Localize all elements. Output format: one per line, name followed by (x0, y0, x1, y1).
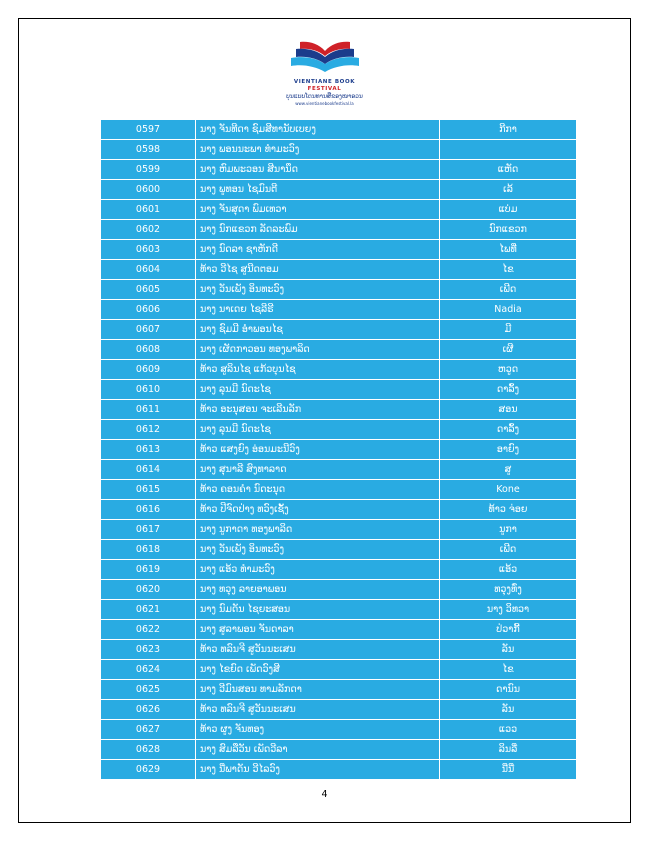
row-extra: ເພີດ (440, 540, 577, 560)
row-name: ທ້າວ ປີຈົດປ່າງ ທວົງເຊັ້ງ (196, 500, 440, 520)
row-extra: ເຜີ (440, 340, 577, 360)
row-number: 0629 (101, 760, 196, 780)
row-name: ນາງ ທວຸງ ລາຍອາພອນ (196, 580, 440, 600)
row-name: ທ້າວ ທລົນຈີ ສູວັນນະເສນ (196, 700, 440, 720)
logo-line-2: FESTIVAL (307, 86, 342, 92)
festival-logo (282, 39, 368, 107)
row-number: 0607 (101, 320, 196, 340)
row-name: ນາງ ສຸນາລີ ສົງທາລາດ (196, 460, 440, 480)
row-number: 0625 (101, 680, 196, 700)
row-name: ນາງ ວັນເພັງ ອິນທະວົງ (196, 280, 440, 300)
row-number: 0612 (101, 420, 196, 440)
registration-table (100, 119, 577, 780)
table-row (101, 500, 577, 520)
row-number: 0616 (101, 500, 196, 520)
table-row (101, 420, 577, 440)
row-name: ນາງ ແອ້ວ ທຳມະວົງ (196, 560, 440, 580)
table-row (101, 180, 577, 200)
row-name: ທ້າວ ແສງຍົງ ອ່ອນມະນີວົງ (196, 440, 440, 460)
row-number: 0598 (101, 140, 196, 160)
row-number: 0626 (101, 700, 196, 720)
table-row (101, 260, 577, 280)
table-row (101, 680, 577, 700)
row-extra: ລັນ (440, 640, 577, 660)
row-extra: ນົກແຂວກ (440, 220, 577, 240)
row-number: 0597 (101, 120, 196, 140)
row-number: 0623 (101, 640, 196, 660)
row-extra: ໄພທີ່ (440, 240, 577, 260)
row-number: 0605 (101, 280, 196, 300)
table-row (101, 480, 577, 500)
table-row (101, 360, 577, 380)
row-name: ນາງ ນູກາດາ ທອງພາລິດ (196, 520, 440, 540)
row-extra: ແບ່ມ (440, 200, 577, 220)
row-extra: ທ້າວ ຈ່ອຍ (440, 500, 577, 520)
logo-line-3: ບຸນແບບໂຕນທານສືຂອງໜາອວນ (286, 93, 363, 100)
row-number: 0608 (101, 340, 196, 360)
row-name: ທ້າວ ສູລິນໄຊ ແກ້ວບຸນໄຊ (196, 360, 440, 380)
row-extra: ເພີດ (440, 280, 577, 300)
row-extra: ໄຂ (440, 260, 577, 280)
table-row (101, 140, 577, 160)
row-extra: ສູ (440, 460, 577, 480)
row-extra: ນູກາ (440, 520, 577, 540)
row-number: 0613 (101, 440, 196, 460)
row-name: ນາງ ຈັນທີດາ ຊົມສີທານັບເບຍງ (196, 120, 440, 140)
table-row (101, 120, 577, 140)
table-row (101, 720, 577, 740)
table-row (101, 380, 577, 400)
row-number: 0602 (101, 220, 196, 240)
table-row (101, 580, 577, 600)
row-name: ນາງ ພອນນະພາ ທຳມະວົງ (196, 140, 440, 160)
row-name: ນາງ ພູທອນ ໄຊມົນຕີ (196, 180, 440, 200)
row-extra: ແຫັດ (440, 160, 577, 180)
row-extra: ທວຸງທົ່ງ (440, 580, 577, 600)
registration-table-body (101, 120, 577, 780)
row-number: 0603 (101, 240, 196, 260)
row-number: 0621 (101, 600, 196, 620)
row-name: ນາງ ສົມລືວັນ ເພັດວີລາ (196, 740, 440, 760)
row-extra: ກີກາ (440, 120, 577, 140)
row-name: ນາງ ຊົມມີ ອຳພອນໄຊ (196, 320, 440, 340)
row-name: ນາງ ນົມດັນ ໄຊຍະສອນ (196, 600, 440, 620)
table-row (101, 600, 577, 620)
table-row (101, 300, 577, 320)
table-row (101, 340, 577, 360)
row-number: 0600 (101, 180, 196, 200)
row-name: ນາງ ນີ່ພາດັນ ວີໄລວົງ (196, 760, 440, 780)
registration-table-wrapper (100, 119, 549, 780)
row-number: 0601 (101, 200, 196, 220)
row-name: ທ້າວ ວີໄຊ ສູນີດຕອມ (196, 260, 440, 280)
row-number: 0620 (101, 580, 196, 600)
row-name: ນາງ ວັນເພັງ ອິນທະວົງ (196, 540, 440, 560)
row-name: ນາງ ເຜັດກາວອນ ທອງພາລິດ (196, 340, 440, 360)
row-number: 0610 (101, 380, 196, 400)
table-row (101, 560, 577, 580)
table-row (101, 640, 577, 660)
row-extra: ສອນ (440, 400, 577, 420)
logo-line-1: VIENTIANE BOOK (293, 79, 356, 85)
table-row (101, 200, 577, 220)
row-number: 0617 (101, 520, 196, 540)
row-extra: ນາງ ວິທວາ (440, 600, 577, 620)
row-name: ນາງ ວີມົນສອນ ທາມລັກດາ (196, 680, 440, 700)
row-number: 0618 (101, 540, 196, 560)
table-row (101, 660, 577, 680)
row-extra: ມີ (440, 320, 577, 340)
row-name: ນາງ ລຸນມີ ນົດະໄຊ (196, 420, 440, 440)
page-number: 4 (321, 789, 328, 800)
row-extra: ຫວູດ (440, 360, 577, 380)
row-extra: ແວວ (440, 720, 577, 740)
row-number: 0624 (101, 660, 196, 680)
row-number: 0622 (101, 620, 196, 640)
row-number: 0611 (101, 400, 196, 420)
row-number: 0627 (101, 720, 196, 740)
row-name: ນາງ ໄຂຍົດ ເພັດວົງສີ (196, 660, 440, 680)
row-extra: ໄຂ (440, 660, 577, 680)
row-extra: ດາລົ້ງ (440, 380, 577, 400)
row-extra: Kone (440, 480, 577, 500)
row-extra: Nadia (440, 300, 577, 320)
row-name: ນາງ ສູລາພອນ ຈັນດາລາ (196, 620, 440, 640)
row-number: 0619 (101, 560, 196, 580)
row-name: ນາງ ນົດລາ ຊາຫັກດີ (196, 240, 440, 260)
row-extra: ປ່ວາກີ້ (440, 620, 577, 640)
row-name: ທ້າວ ທລົນຈີ ສູວັນນະເສນ (196, 640, 440, 660)
table-row (101, 280, 577, 300)
row-number: 0599 (101, 160, 196, 180)
row-number: 0615 (101, 480, 196, 500)
row-extra: ລິນລີ່ (440, 740, 577, 760)
logo-header (19, 19, 630, 109)
table-row (101, 520, 577, 540)
table-row (101, 460, 577, 480)
row-extra: ອາຍົງ (440, 440, 577, 460)
row-number: 0614 (101, 460, 196, 480)
row-name: ນາງ ນາເດຍ ໄຊລີຣີ (196, 300, 440, 320)
page-content (19, 19, 630, 822)
row-name: ນາງ ຫົມພະວອນ ສີນານຶດ (196, 160, 440, 180)
row-name: ນາງ ຈັນສຸດາ ພົມເທວາ (196, 200, 440, 220)
open-book-logo-icon (282, 39, 368, 77)
row-name: ນາງ ນົກແຂວກ ລັດລະພົມ (196, 220, 440, 240)
table-row (101, 760, 577, 780)
row-extra: ເລ້ (440, 180, 577, 200)
row-number: 0609 (101, 360, 196, 380)
row-extra: ດາລົ້ງ (440, 420, 577, 440)
table-row (101, 540, 577, 560)
row-extra: ນີ່ນີ່ (440, 760, 577, 780)
table-row (101, 240, 577, 260)
table-row (101, 740, 577, 760)
table-row (101, 700, 577, 720)
table-row (101, 620, 577, 640)
table-row (101, 160, 577, 180)
row-name: ທ້າວ ອະນຸສອນ ຈະເລີນລັກ (196, 400, 440, 420)
row-extra: ລັນ (440, 700, 577, 720)
logo-line-4: www.vientianebookfestival.la (295, 101, 354, 106)
row-number: 0628 (101, 740, 196, 760)
row-name: ນາງ ລຸນມີ ນົດະໄຊ (196, 380, 440, 400)
table-row (101, 220, 577, 240)
row-extra (440, 140, 577, 160)
table-row (101, 320, 577, 340)
row-name: ທ້າວ ຄອນຄຳ ນົດະນຸດ (196, 480, 440, 500)
row-number: 0604 (101, 260, 196, 280)
table-row (101, 440, 577, 460)
table-row (101, 400, 577, 420)
row-number: 0606 (101, 300, 196, 320)
row-extra: ແອ້ວ (440, 560, 577, 580)
row-extra: ດານົນ (440, 680, 577, 700)
row-name: ທ້າວ ຜູງ ຈັນທອງ (196, 720, 440, 740)
